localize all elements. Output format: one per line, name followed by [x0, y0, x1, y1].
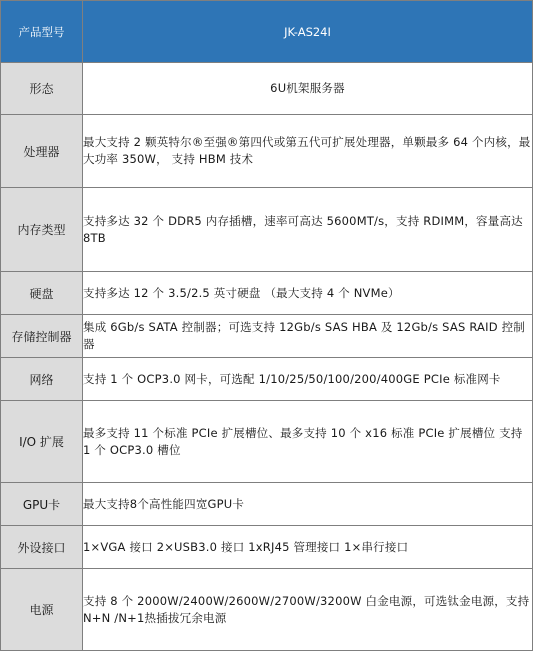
- row-value: 6U机架服务器: [83, 63, 533, 115]
- table-header-row: [1, 1, 533, 63]
- row-value: 支持 1 个 OCP3.0 网卡，可选配 1/10/25/50/100/200/400GE PCIe 标准网卡: [83, 358, 533, 401]
- row-label: 内存类型: [1, 188, 83, 272]
- header-model-value: JK-AS24I: [83, 1, 533, 63]
- row-label: 形态: [1, 63, 83, 115]
- row-label: 处理器: [1, 115, 83, 188]
- row-form-factor: [1, 63, 533, 115]
- row-label: 硬盘: [1, 272, 83, 315]
- row-value: 最大支持 2 颗英特尔®至强®第四代或第五代可扩展处理器，单颗最多 64 个内核，最大功率 350W， 支持 HBM 技术: [83, 115, 533, 188]
- row-storage-controller: [1, 315, 533, 358]
- row-value: 1×VGA 接口 2×USB3.0 接口 1xRJ45 管理接口 1×串行接口: [83, 526, 533, 569]
- row-io-expansion: [1, 401, 533, 483]
- row-value: 最大支持8个高性能四宽GPU卡: [83, 483, 533, 526]
- row-value: 支持 8 个 2000W/2400W/2600W/2700W/3200W 白金电源，可选钛金电源，支持 N+N /N+1热插拔冗余电源: [83, 569, 533, 651]
- row-value: 集成 6Gb/s SATA 控制器；可选支持 12Gb/s SAS HBA 及 12Gb/s SAS RAID 控制器: [83, 315, 533, 358]
- row-network: [1, 358, 533, 401]
- row-storage: [1, 272, 533, 315]
- header-label: 产品型号: [1, 1, 83, 63]
- row-io-ports: [1, 526, 533, 569]
- row-label: GPU卡: [1, 483, 83, 526]
- row-value: 最多支持 11 个标准 PCIe 扩展槽位、最多支持 10 个 x16 标准 PCIe 扩展槽位 支持 1 个 OCP3.0 槽位: [83, 401, 533, 483]
- row-processor: [1, 115, 533, 188]
- row-value: 支持多达 32 个 DDR5 内存插槽，速率可高达 5600MT/s，支持 RDIMM，容量高达 8TB: [83, 188, 533, 272]
- row-label: 电源: [1, 569, 83, 651]
- row-power-supply: [1, 569, 533, 651]
- row-memory: [1, 188, 533, 272]
- row-label: 存储控制器: [1, 315, 83, 358]
- row-label: 网络: [1, 358, 83, 401]
- row-value: 支持多达 12 个 3.5/2.5 英寸硬盘 （最大支持 4 个 NVMe）: [83, 272, 533, 315]
- row-label: 外设接口: [1, 526, 83, 569]
- row-label: I/O 扩展: [1, 401, 83, 483]
- row-gpu: [1, 483, 533, 526]
